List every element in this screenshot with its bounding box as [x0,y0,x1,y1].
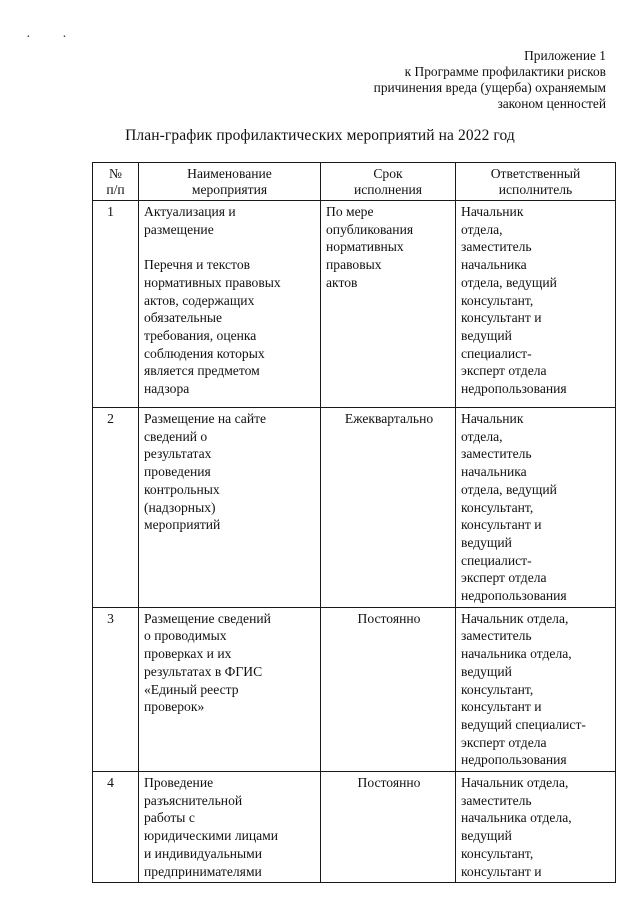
row-term [321,201,456,408]
document-title: План-график профилактических мероприятий на 2022 год [125,127,515,144]
header-line: исполнения [353,182,423,197]
name-line: предпринимателями [144,863,262,879]
term-line: Ежеквартально [344,411,434,426]
term-line: нормативных [326,239,404,255]
name-line: сведений о [144,428,208,444]
row-number: 2 [93,408,139,608]
appendix-line: к Программе профилактики рисков [404,64,606,79]
name-line: проведения [144,464,211,480]
header-line: п/п [106,182,125,197]
row-term [321,408,456,608]
resp-line: отдела, [461,428,503,444]
resp-line: ведущий [461,828,512,844]
resp-line: консультант и [461,863,542,879]
name-line: «Единый реестр [144,681,239,697]
resp-line: недропользования [461,752,567,768]
resp-line: консультант и [461,517,542,533]
name-line: актов, содержащих [144,292,255,308]
appendix-line: Приложение 1 [524,48,606,63]
row-responsible [456,772,616,883]
header-line: № [109,166,122,181]
resp-line: недропользования [461,381,567,397]
resp-line: заместитель [461,239,532,255]
name-line: проверок» [144,699,205,715]
table-row [93,408,616,608]
name-line: результатах в ФГИС [144,663,263,679]
resp-line: заместитель [461,792,532,808]
resp-line: начальника отдела, [461,646,572,662]
header-line: Срок [373,166,403,181]
table-row [93,201,616,408]
resp-line: начальника [461,257,527,273]
resp-line: отдела, ведущий [461,274,557,290]
name-line: (надзорных) [144,499,216,515]
resp-line: заместитель [461,446,532,462]
term-line: Постоянно [357,775,421,791]
name-line: Размещение сведений [144,610,271,626]
resp-line: Начальник [461,204,524,219]
resp-line: ведущий [461,327,512,343]
resp-line: заместитель [461,628,532,644]
resp-line: начальника [461,464,527,480]
header-line: исполнитель [498,182,573,197]
row-number: 1 [93,201,139,408]
row-responsible [456,201,616,408]
table-header-row [93,163,616,201]
resp-line: отдела, ведущий [461,481,557,497]
appendix-header [306,48,606,112]
header-num [93,163,139,201]
name-line: требования, оценка [144,327,257,343]
schedule-table [92,162,616,883]
name-line: Актуализация и [144,204,236,219]
row-number: 3 [93,607,139,771]
resp-line: Начальник отдела, [461,775,569,791]
row-responsible [456,607,616,771]
name-line: соблюдения которых [144,345,265,361]
resp-line: консультант, [461,681,534,697]
header-line: Ответственный [490,166,581,181]
table-row [93,607,616,771]
name-line: мероприятий [144,517,221,533]
name-line: разъяснительной [144,792,243,808]
name-gap [144,238,317,256]
header-name [139,163,321,201]
row-responsible [456,408,616,608]
name-line: надзора [144,381,190,397]
header-line: мероприятия [191,182,268,197]
term-line: По мере [326,204,374,219]
appendix-line: законом ценностей [497,96,606,111]
row-term [321,772,456,883]
resp-line: ведущий [461,663,512,679]
row-name [139,772,321,883]
term-line: Постоянно [357,610,421,626]
resp-line: консультант, [461,499,534,515]
resp-line: Начальник [461,411,524,426]
resp-line: ведущий специалист- [461,716,586,732]
resp-line: отдела, [461,221,503,237]
name-line: является предметом [144,363,260,379]
header-line: Наименование [187,166,272,181]
term-line: опубликования [326,221,414,237]
name-line: Проведение [144,775,214,791]
name-line: проверках и их [144,646,232,662]
term-line: актов [326,274,358,290]
resp-line: Начальник отдела, [461,610,569,626]
row-name [139,201,321,408]
resp-line: консультант и [461,699,542,715]
appendix-line: причинения вреда (ущерба) охраняемым [373,80,606,95]
table-row [93,772,616,883]
name-line: нормативных правовых [144,274,281,290]
resp-line: ведущий [461,534,512,550]
resp-line: недропользования [461,588,567,604]
resp-line: специалист- [461,345,532,361]
name-line: Перечня и текстов [144,257,251,273]
scan-specks: · · [26,30,81,45]
name-line: размещение [144,221,214,237]
row-name [139,408,321,608]
name-line: Размещение на сайте [144,411,267,426]
name-line: контрольных [144,481,220,497]
name-line: юридическими лицами [144,828,279,844]
resp-line: начальника отдела, [461,810,572,826]
resp-line: эксперт отдела [461,734,547,750]
name-line: обязательные [144,310,223,326]
row-number: 4 [93,772,139,883]
name-line: о проводимых [144,628,227,644]
resp-line: специалист- [461,552,532,568]
name-line: работы с [144,810,195,826]
row-term [321,607,456,771]
resp-line: консультант, [461,845,534,861]
term-line: правовых [326,257,382,273]
row-name [139,607,321,771]
header-term [321,163,456,201]
resp-line: консультант, [461,292,534,308]
header-resp [456,163,616,201]
resp-line: эксперт отдела [461,363,547,379]
name-line: результатах [144,446,212,462]
resp-line: консультант и [461,310,542,326]
name-line: и индивидуальными [144,845,263,861]
resp-line: эксперт отдела [461,570,547,586]
